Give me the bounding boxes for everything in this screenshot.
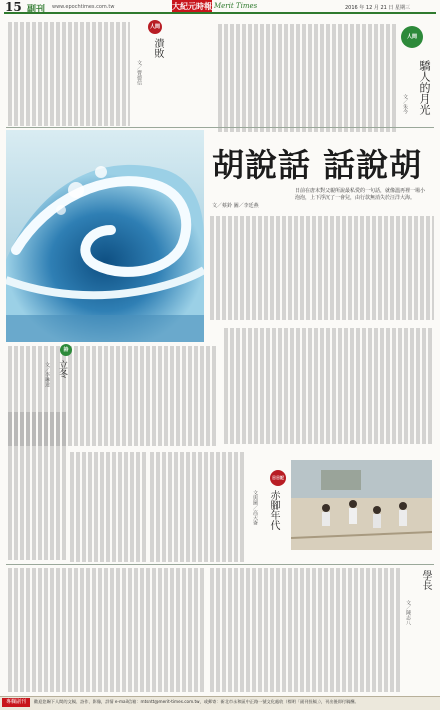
- winter-poem-title: 立冬: [57, 360, 67, 378]
- footer-tag: 專欄副刊: [2, 698, 30, 707]
- moon-author: 文／朱今: [402, 94, 408, 114]
- wave-painting: [6, 130, 204, 342]
- section-badge-diary: 日日記: [270, 470, 286, 486]
- divider-bottom: [6, 564, 434, 565]
- learn-author: 文／陳志八: [405, 600, 411, 625]
- defeat-title: 潰敗: [152, 38, 163, 58]
- winter-poem-text: [8, 412, 66, 560]
- section-badge-poem: 詩: [60, 344, 72, 356]
- main-article-byline: 文／蔡鈴 圖／李廷燕: [212, 203, 259, 209]
- footer-submission-info: 歡迎您賜下人間的文稿、詩作、影像，詳情 e-mail信箱：mtsntt@merit-times.com.tw，或郵寄：新北市永和區中正路一號文化處收（標明「副刊投稿」），刊出後即付稿酬。: [34, 699, 359, 704]
- section-badge-moon: 人間: [401, 26, 423, 48]
- main-article-deck: 日前在唐末對父親所說最私愛的一句話，就像溫再裡一場小泡泡，上下浮沉了一會兒，由行款無消失於汪洋大海。: [295, 188, 426, 201]
- newspaper-logo-english: Merit Times: [214, 2, 258, 10]
- page-number: 15: [5, 0, 22, 14]
- children-photo: [291, 460, 432, 550]
- defeat-body-text: [8, 22, 130, 126]
- main-body-text-right: [224, 328, 434, 444]
- site-url[interactable]: www.epochtimes.com.tw: [52, 4, 115, 10]
- winter-poem-author: 文／李琳達: [44, 362, 50, 387]
- defeat-author: 文／曹德信: [136, 60, 142, 85]
- moon-title: 驕人的月光: [418, 60, 431, 115]
- issue-date: 2016 年 12 月 21 日 星期三: [345, 5, 410, 11]
- main-body-text-upper: [210, 216, 434, 320]
- red-feet-author: 文與圖／高天崙: [252, 490, 258, 525]
- bottom-body-text-left: [8, 568, 204, 692]
- divider-top: [6, 127, 434, 128]
- moon-body-text: [218, 24, 396, 132]
- red-feet-body-text-2: [70, 452, 146, 562]
- main-article-title: 胡說話 話說胡: [212, 146, 423, 184]
- red-feet-body-text: [150, 452, 246, 562]
- red-feet-title: 赤腳年代: [268, 490, 279, 530]
- header-rule: [4, 12, 436, 14]
- learn-title: 學長: [420, 570, 431, 590]
- section-name: 副刊: [27, 5, 46, 15]
- learn-body-text: [210, 568, 400, 692]
- section-badge-defeat: 人間: [148, 20, 162, 34]
- newspaper-logo: 大紀元時報: [172, 1, 212, 11]
